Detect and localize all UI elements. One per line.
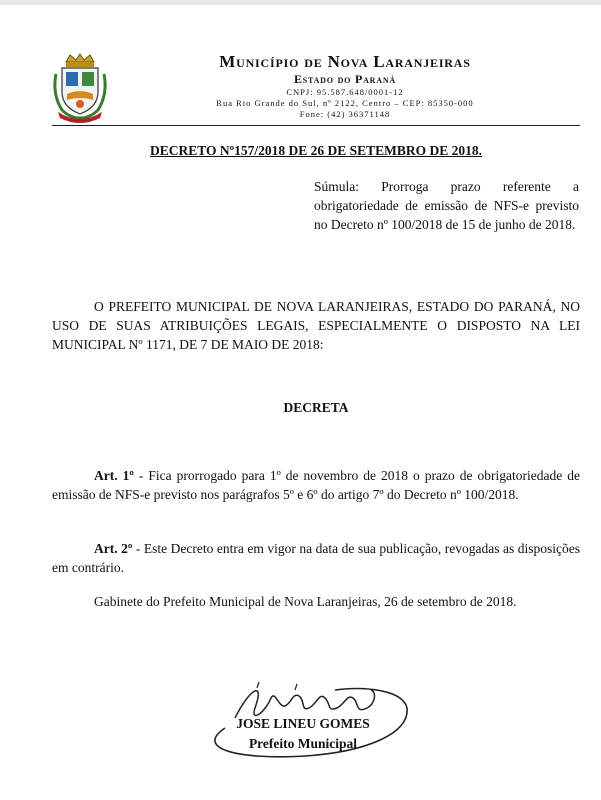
signatory-role: Prefeito Municipal (248, 736, 358, 751)
closing-paragraph: Gabinete do Prefeito Municipal de Nova Laranjeiras, 26 de setembro de 2018. (94, 594, 517, 609)
article-2-text: - Este Decreto entra em vigor na data de sua publicação, revogadas as disposições em contrário. (52, 541, 580, 575)
article-1-paragraph (52, 466, 580, 504)
state-name: Estado do Paraná (294, 72, 396, 86)
article-2-paragraph (52, 539, 580, 577)
top-border (0, 0, 601, 5)
article-2-label: Art. 2º (94, 541, 133, 556)
article-1-label: Art. 1º (94, 468, 134, 483)
decreta-heading: DECRETA (283, 400, 349, 415)
phone-line: Fone: (42) 36371148 (299, 109, 391, 119)
header-divider (52, 125, 580, 126)
letterhead (160, 52, 530, 120)
coat-of-arms-icon (52, 52, 108, 124)
article-1-text: - Fica prorrogado para 1º de novembro de 2018 o prazo de obrigatoriedade de emissão de NFS-e previsto nos parágrafos 5º e 6º do artigo 7º do Decreto nº 100/2018. (52, 468, 580, 502)
signatory-name: JOSE LINEU GOMES (236, 716, 370, 731)
decree-summary: Súmula: Prorroga prazo referente a obrigatoriedade de emissão de NFS-e previsto no Decreto nº 100/2018 de 15 de junho de 2018. (314, 179, 579, 232)
decree-title: DECRETO Nº157/2018 DE 26 DE SETEMBRO DE 2018. (149, 143, 482, 158)
municipality-name: Município de Nova Laranjeiras (219, 52, 471, 71)
cnpj-line: CNPJ: 95.587.648/0001-12 (286, 87, 404, 97)
preamble-paragraph: O PREFEITO MUNICIPAL DE NOVA LARANJEIRAS, ESTADO DO PARANÁ, NO USO DE SUAS ATRIBUIÇÕES LEGAIS, ESPECIALMENTE O DISPOSTO NA LEI MUNICIPAL Nº 1171, DE 7 DE MAIO DE 2018: (52, 299, 580, 352)
address-line: Rua Rio Grande do Sul, nº 2122, Centro – CEP: 85350-000 (216, 98, 474, 108)
